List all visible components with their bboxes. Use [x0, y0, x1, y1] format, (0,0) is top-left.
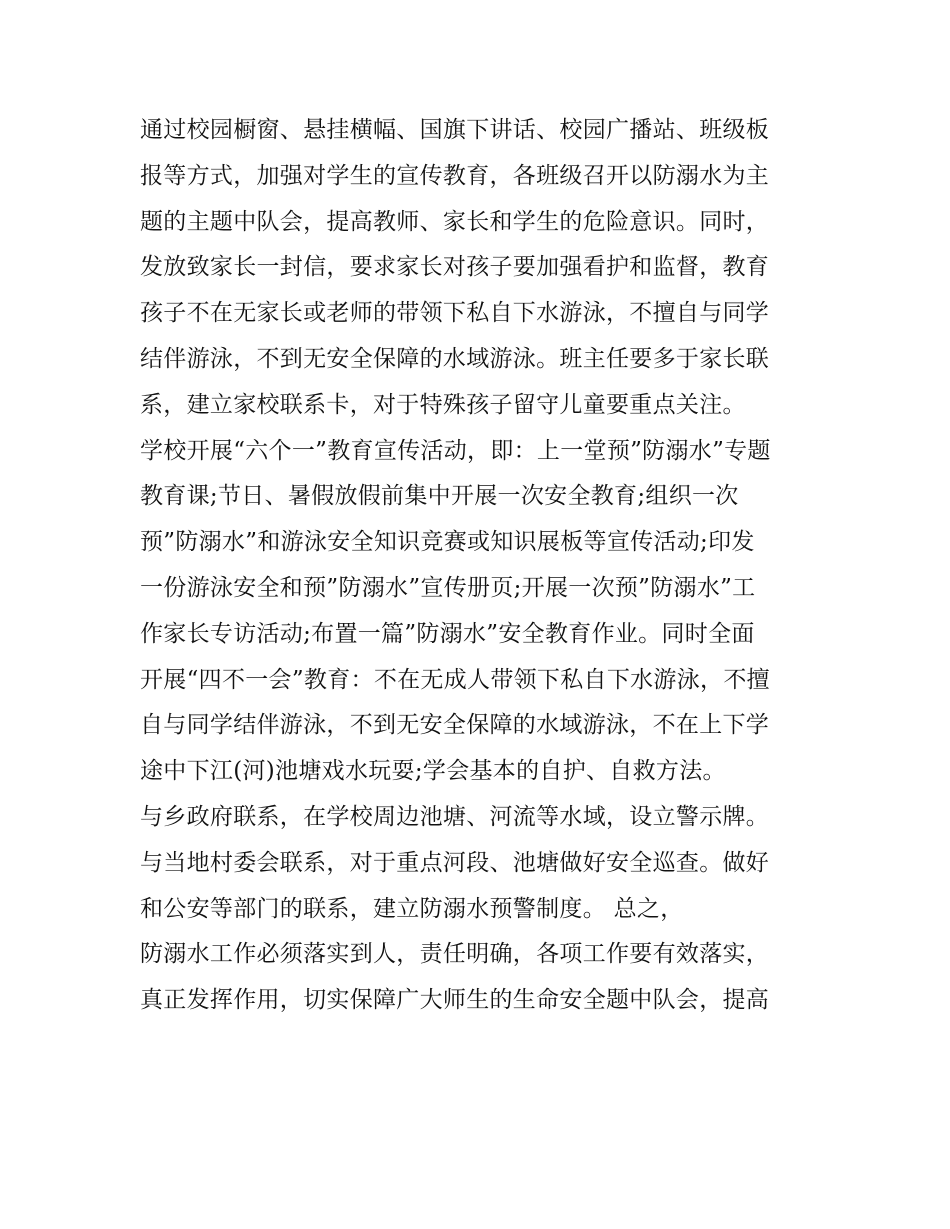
text-line: 报等方式，加强对学生的宣传教育，各班级召开以防溺水为主 [140, 162, 770, 189]
text-line: 预”防溺水”和游泳安全知识竞赛或知识展板等宣传活动;印发 [140, 529, 755, 556]
text-line: 防溺水工作必须落实到人，责任明确，各项工作要有效落实， [140, 941, 770, 968]
text-line: 作家长专访活动;布置一篇”防溺水”安全教育作业。同时全面 [140, 620, 755, 647]
text-line: 通过校园橱窗、悬挂横幅、国旗下讲话、校园广播站、班级板 [140, 117, 770, 143]
text-line: 教育课;节日、暑假放假前集中开展一次安全教育;组织一次 [140, 483, 739, 510]
text-line: 学校开展“六个一”教育宣传活动，即：上一堂预”防溺水”专题 [140, 437, 771, 464]
text-line: 题的主题中队会，提高教师、家长和学生的危险意识。同时， [140, 208, 770, 235]
text-line: 结伴游泳，不到无安全保障的水域游泳。班主任要多于家长联 [140, 345, 770, 372]
text-line: 自与同学结伴游泳，不到无安全保障的水域游泳，不在上下学 [140, 712, 770, 739]
text-line: 一份游泳安全和预”防溺水”宣传册页;开展一次预”防溺水”工 [140, 574, 756, 601]
text-line: 和公安等部门的联系，建立防溺水预警制度。 总之， [140, 895, 684, 922]
text-line: 系，建立家校联系卡，对于特殊孩子留守儿童要重点关注。 [140, 391, 746, 418]
text-line: 真正发挥作用，切实保障广大师生的生命安全题中队会，提高 [140, 987, 770, 1014]
text-line: 与乡政府联系，在学校周边池塘、河流等水域，设立警示牌。 [140, 803, 770, 830]
text-line: 发放致家长一封信，要求家长对孩子要加强看护和监督，教育 [140, 254, 770, 281]
text-line: 孩子不在无家长或老师的带领下私自下水游泳，不擅自与同学 [140, 300, 770, 327]
text-line: 开展“四不一会”教育：不在无成人带领下私自下水游泳，不擅 [140, 666, 770, 693]
text-line: 与当地村委会联系，对于重点河段、池塘做好安全巡查。做好 [140, 849, 770, 876]
text-line: 途中下江(河)池塘戏水玩耍;学会基本的自护、自救方法。 [140, 758, 726, 785]
body-text [140, 108, 830, 1024]
